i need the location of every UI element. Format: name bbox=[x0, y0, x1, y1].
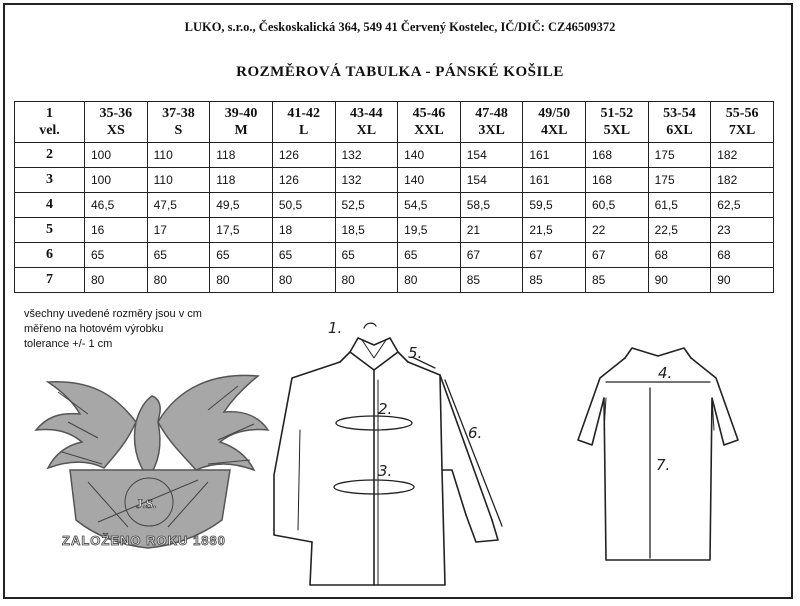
size-code: XXL bbox=[414, 123, 444, 138]
table-cell: 17,5 bbox=[210, 218, 273, 243]
table-cell: 59,5 bbox=[523, 193, 586, 218]
label-shoulder-width: 4. bbox=[658, 364, 673, 382]
size-column-header bbox=[398, 102, 461, 143]
table-cell: 80 bbox=[272, 268, 335, 293]
note-tolerance: tolerance +/- 1 cm bbox=[24, 338, 113, 350]
table-cell: 68 bbox=[648, 243, 711, 268]
table-cell: 100 bbox=[85, 168, 148, 193]
collar-range: 45-46 bbox=[412, 106, 446, 121]
table-cell: 62,5 bbox=[711, 193, 774, 218]
size-table-body bbox=[15, 102, 774, 293]
label-chest: 2. bbox=[378, 400, 393, 418]
size-column-header bbox=[648, 102, 711, 143]
table-row bbox=[15, 268, 774, 293]
measure-number: 3 bbox=[15, 168, 85, 193]
table-cell: 49,5 bbox=[210, 193, 273, 218]
table-cell: 65 bbox=[85, 243, 148, 268]
collar-range: 47-48 bbox=[475, 106, 508, 121]
size-code: L bbox=[299, 123, 309, 138]
measurement-notes bbox=[24, 307, 202, 352]
table-cell: 80 bbox=[335, 268, 398, 293]
table-cell: 126 bbox=[272, 168, 335, 193]
corner-number: 1 bbox=[46, 106, 53, 121]
collar-range: 55-56 bbox=[725, 106, 759, 121]
table-cell: 182 bbox=[711, 143, 774, 168]
collar-range: 53-54 bbox=[663, 106, 696, 121]
table-cell: 140 bbox=[398, 143, 461, 168]
table-row bbox=[15, 218, 774, 243]
label-length: 7. bbox=[656, 456, 671, 474]
label-sleeve: 6. bbox=[468, 424, 483, 442]
size-column-header bbox=[523, 102, 586, 143]
table-cell: 54,5 bbox=[398, 193, 461, 218]
table-cell: 132 bbox=[335, 168, 398, 193]
table-cell: 47,5 bbox=[147, 193, 210, 218]
table-cell: 65 bbox=[335, 243, 398, 268]
table-cell: 118 bbox=[210, 143, 273, 168]
note-measured: měřeno na hotovém výrobku bbox=[24, 323, 164, 335]
table-cell: 154 bbox=[460, 143, 523, 168]
table-cell: 22 bbox=[586, 218, 649, 243]
table-cell: 58,5 bbox=[460, 193, 523, 218]
table-cell: 85 bbox=[460, 268, 523, 293]
table-cell: 52,5 bbox=[335, 193, 398, 218]
table-cell: 46,5 bbox=[85, 193, 148, 218]
size-column-header bbox=[272, 102, 335, 143]
table-cell: 126 bbox=[272, 143, 335, 168]
table-cell: 60,5 bbox=[586, 193, 649, 218]
size-column-header bbox=[85, 102, 148, 143]
table-cell: 17 bbox=[147, 218, 210, 243]
table-cell: 80 bbox=[210, 268, 273, 293]
collar-range: 41-42 bbox=[287, 106, 321, 121]
table-cell: 132 bbox=[335, 143, 398, 168]
size-code: 5XL bbox=[603, 123, 631, 138]
collar-range: 49/50 bbox=[538, 106, 571, 121]
table-cell: 61,5 bbox=[648, 193, 711, 218]
table-cell: 21 bbox=[460, 218, 523, 243]
measure-number: 4 bbox=[15, 193, 85, 218]
size-table bbox=[14, 101, 774, 293]
table-cell: 23 bbox=[711, 218, 774, 243]
table-cell: 85 bbox=[586, 268, 649, 293]
table-cell: 168 bbox=[586, 143, 649, 168]
collar-range: 51-52 bbox=[600, 106, 634, 121]
table-cell: 175 bbox=[648, 168, 711, 193]
table-cell: 90 bbox=[648, 268, 711, 293]
table-cell: 118 bbox=[210, 168, 273, 193]
size-code: XS bbox=[106, 123, 125, 138]
emblem-monogram: J.S. bbox=[136, 496, 157, 511]
table-cell: 161 bbox=[523, 168, 586, 193]
measure-number: 5 bbox=[15, 218, 85, 243]
size-column-header bbox=[711, 102, 774, 143]
label-shoulder: 5. bbox=[408, 344, 423, 362]
size-code: 7XL bbox=[728, 123, 756, 138]
table-cell: 90 bbox=[711, 268, 774, 293]
label-waist: 3. bbox=[378, 462, 393, 480]
table-cell: 21,5 bbox=[523, 218, 586, 243]
page-title: ROZMĚROVÁ TABULKA - PÁNSKÉ KOŠILE bbox=[236, 64, 564, 80]
table-cell: 140 bbox=[398, 168, 461, 193]
table-cell: 16 bbox=[85, 218, 148, 243]
table-cell: 110 bbox=[147, 168, 210, 193]
table-cell: 100 bbox=[85, 143, 148, 168]
measure-number: 7 bbox=[15, 268, 85, 293]
table-cell: 67 bbox=[586, 243, 649, 268]
table-cell: 67 bbox=[460, 243, 523, 268]
founded-banner: ZALOŽENO ROKU 1880 bbox=[62, 533, 226, 548]
collar-range: 43-44 bbox=[349, 106, 383, 121]
table-cell: 85 bbox=[523, 268, 586, 293]
size-column-header bbox=[586, 102, 649, 143]
table-cell: 19,5 bbox=[398, 218, 461, 243]
table-cell: 65 bbox=[272, 243, 335, 268]
table-cell: 18,5 bbox=[335, 218, 398, 243]
table-cell: 50,5 bbox=[272, 193, 335, 218]
table-cell: 175 bbox=[648, 143, 711, 168]
size-column-header bbox=[147, 102, 210, 143]
collar-range: 39-40 bbox=[224, 106, 258, 121]
table-cell: 65 bbox=[398, 243, 461, 268]
table-cell: 68 bbox=[711, 243, 774, 268]
measurement-diagram bbox=[270, 310, 790, 600]
measure-number: 2 bbox=[15, 143, 85, 168]
corner-cell bbox=[15, 102, 85, 143]
size-code: 6XL bbox=[666, 123, 693, 138]
table-cell: 80 bbox=[147, 268, 210, 293]
size-code: M bbox=[234, 123, 248, 138]
corner-label: vel. bbox=[39, 123, 60, 138]
table-cell: 65 bbox=[147, 243, 210, 268]
table-cell: 67 bbox=[523, 243, 586, 268]
label-collar: 1. bbox=[328, 319, 343, 337]
size-code: S bbox=[174, 123, 183, 138]
table-row bbox=[15, 193, 774, 218]
table-cell: 110 bbox=[147, 143, 210, 168]
table-cell: 168 bbox=[586, 168, 649, 193]
size-code: 4XL bbox=[540, 123, 568, 138]
table-cell: 18 bbox=[272, 218, 335, 243]
collar-range: 35-36 bbox=[99, 106, 133, 121]
company-header: LUKO, s.r.o., Českoskalická 364, 549 41 Červený Kostelec, IČ/DIČ: CZ46509372 bbox=[184, 20, 616, 34]
size-code: 3XL bbox=[478, 123, 505, 138]
table-cell: 161 bbox=[523, 143, 586, 168]
table-cell: 80 bbox=[398, 268, 461, 293]
table-cell: 22,5 bbox=[648, 218, 711, 243]
size-column-header bbox=[335, 102, 398, 143]
table-row bbox=[15, 243, 774, 268]
size-column-header bbox=[210, 102, 273, 143]
table-cell: 154 bbox=[460, 168, 523, 193]
size-header-row bbox=[15, 102, 774, 143]
size-code: XL bbox=[356, 123, 377, 138]
table-cell: 182 bbox=[711, 168, 774, 193]
table-cell: 80 bbox=[85, 268, 148, 293]
table-row bbox=[15, 143, 774, 168]
measure-number: 6 bbox=[15, 243, 85, 268]
table-row bbox=[15, 168, 774, 193]
collar-range: 37-38 bbox=[162, 106, 195, 121]
size-column-header bbox=[460, 102, 523, 143]
note-units: všechny uvedené rozměry jsou v cm bbox=[24, 308, 202, 320]
table-cell: 65 bbox=[210, 243, 273, 268]
